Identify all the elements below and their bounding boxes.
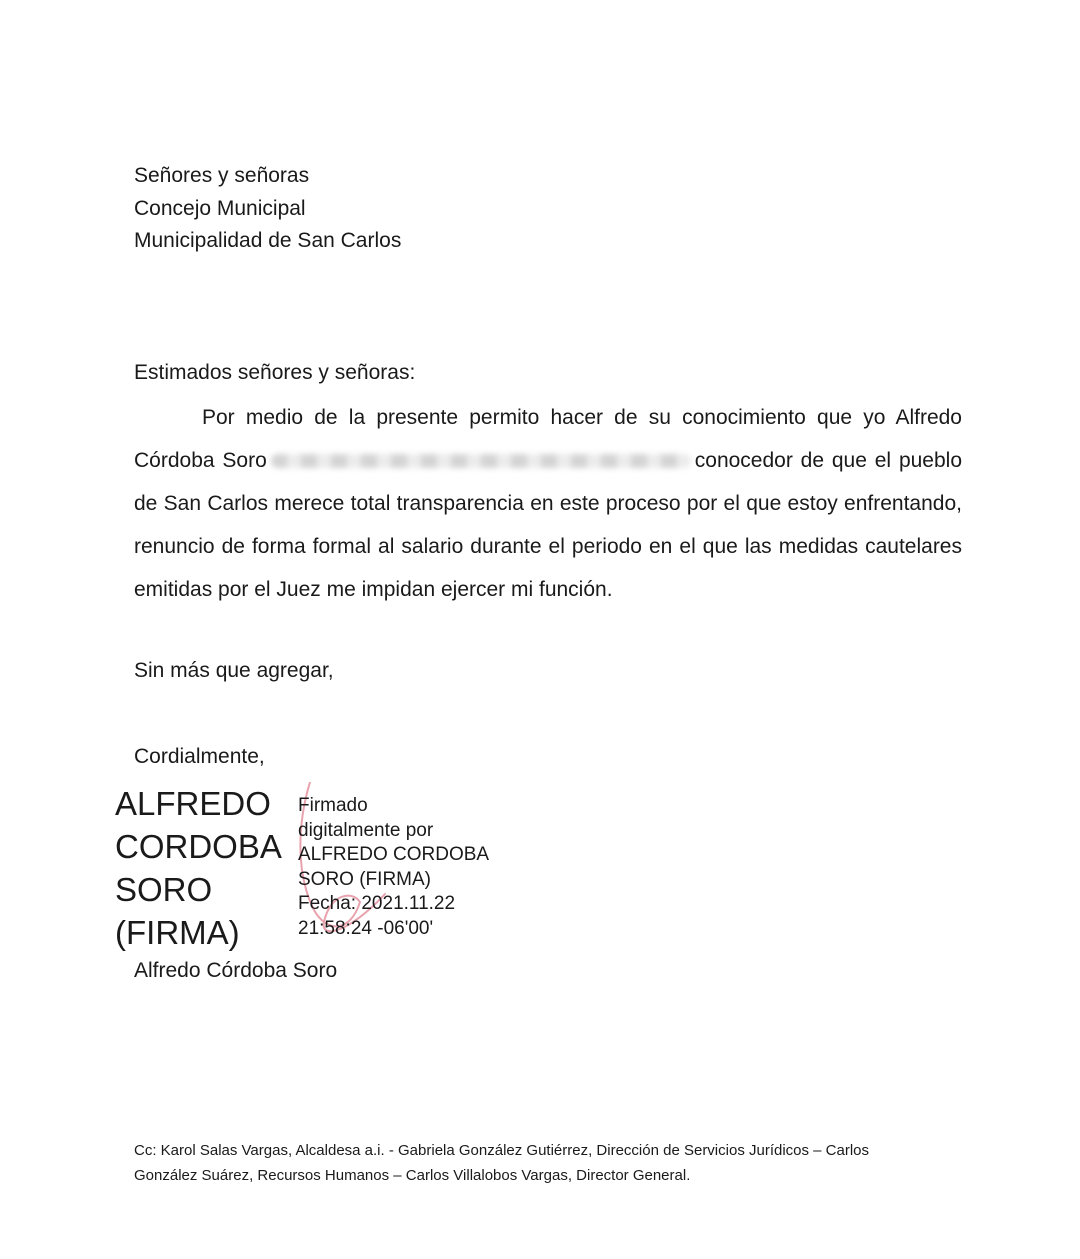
sign-off: Cordialmente, <box>134 745 265 768</box>
signature-detail-line-2: digitalmente por <box>298 819 434 841</box>
signature-details <box>298 794 489 941</box>
salutation: Estimados señores y señoras: <box>134 361 416 384</box>
redacted-text <box>271 454 691 468</box>
digital-signature <box>115 782 515 952</box>
signature-name-line-2: CORDOBA <box>115 828 282 865</box>
addressee-line-3: Municipalidad de San Carlos <box>134 229 402 252</box>
signature-detail-line-4: SORO (FIRMA) <box>298 868 431 890</box>
addressee-line-1: Señores y señoras <box>134 164 310 187</box>
closing-line: Sin más que agregar, <box>134 659 334 682</box>
addressee-block <box>134 160 401 258</box>
signature-detail-line-3: ALFREDO CORDOBA <box>298 844 490 865</box>
body-text-part-1: Por medio de la presente permito hacer de su conocimiento que yo Alfredo Córdoba Soro <box>134 406 962 472</box>
letter-body <box>134 396 962 611</box>
cc-line: Cc: Karol Salas Vargas, Alcaldesa a.i. - Gabriela González Gutiérrez, Dirección de Servicios Jurídicos – Carlos González Suárez, Recursos Humanos – Carlos Villalobos Vargas, Director General. <box>134 1142 870 1184</box>
signature-detail-line-6: 21:58:24 -06'00' <box>298 917 434 939</box>
signature-name-line-1: ALFREDO <box>115 785 271 822</box>
addressee-line-2: Concejo Municipal <box>134 196 306 220</box>
signer-name: Alfredo Córdoba Soro <box>134 959 338 982</box>
body-text-part-2: conocedor de que el pueblo de San Carlos merece total transparencia en este proceso por el que estoy enfrentando, renuncio de forma formal al salario durante el periodo en el que las medidas cautelares emitidas por el Juez me impidan ejercer mi función. <box>134 449 962 601</box>
signature-name-line-3: SORO <box>115 871 213 908</box>
signature-name-line-4: (FIRMA) <box>115 914 240 951</box>
signature-name <box>115 782 282 954</box>
signature-detail-line-5: Fecha: 2021.11.22 <box>298 893 456 914</box>
signature-detail-line-1: Firmado <box>298 795 368 816</box>
